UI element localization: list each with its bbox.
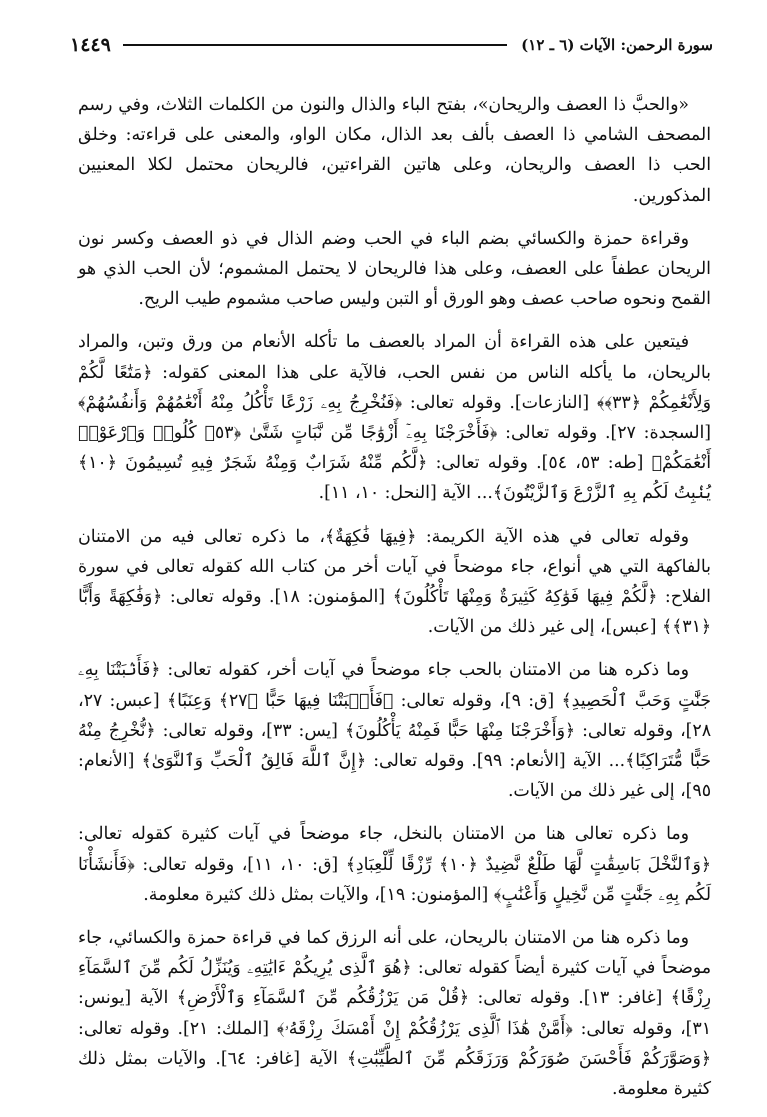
paragraph-4: وقوله تعالى في هذه الآية الكريمة: ﴿فِيهَا فَٰكِهَةٌ﴾، ما ذكره تعالى فيه من الامتنان بالفاكهة التي هي أنواع، جاء موضحاً في آيات أخر من كتاب الله كقوله تعالى في سورة الفلاح: ﴿لَّكُمْ فِيهَا فَوَٰكِهُ كَثِيرَةٌ وَمِنْهَا تَأْكُلُونَ﴾ [المؤمنون: ١٨]. وقوله تعالى: ﴿وَفَٰكِهَةً وَأَبًّا ﴿٣١﴾﴾ [عبس]، إلى غير ذلك من الآيات.	[78, 526, 711, 638]
paragraph-7: وما ذكره هنا من الامتنان بالريحان، على أنه الرزق كما في قراءة حمزة والكسائي، جاء موضحاً في آيات كثيرة أيضاً كقوله تعالى: ﴿هُوَ ٱلَّذِى يُرِيكُمْ ءَايَٰتِهِۦ وَيُنَزِّلُ لَكُم مِّنَ ٱلسَّمَآءِ رِزْقًا﴾ [غافر: ١٣]. وقوله تعالى: ﴿قُلْ مَن يَرْزُقُكُم مِّنَ ٱلسَّمَآءِ وَٱلْأَرْضِ﴾ الآية [يونس: ٣١]، وقوله تعالى: ﴿أَمَّنْ هَٰذَا ٱلَّذِى يَرْزُقُكُمْ إِنْ أَمْسَكَ رِزْقَهُۥ﴾ [الملك: ٢١]. وقوله تعالى: ﴿وَصَوَّرَكُمْ فَأَحْسَنَ صُوَرَكُمْ وَرَزَقَكُم مِّنَ ٱلطَّيِّبَٰتِ﴾ الآية [غافر: ٦٤]. والآيات بمثل ذلك كثيرة معلومة.	[78, 928, 711, 1100]
header-rule	[123, 44, 507, 46]
paragraph-6: وما ذكره تعالى هنا من الامتنان بالنخل، جاء موضحاً في آيات كثيرة كقوله تعالى: ﴿وَٱلنَّخْلَ بَاسِقَٰتٍ لَّهَا طَلْعٌ نَّضِيدٌ ﴿١٠﴾ رِّزْقًا لِّلْعِبَادِ﴾ [ق: ١٠، ١١]، وقوله تعالى: ﴿فَأَنشَأْنَا لَكُم بِهِۦ جَنَّٰتٍ مِّن نَّخِيلٍ وَأَعْنَٰبٍ﴾ [المؤمنون: ١٩]، والآيات بمثل ذلك كثيرة معلومة.	[78, 824, 711, 905]
paragraph-3: فيتعين على هذه القراءة أن المراد بالعصف ما تأكله الأنعام من ورق وتبن، والمراد بالريحان، ما يأكله الناس من نفس الحب، فالآية على هذا المعنى كقوله: ﴿مَتَٰعًا لَّكُمْ وَلِأَنْعَٰمِكُمْ ﴿٣٣﴾﴾ [النازعات]. وقوله تعالى: ﴿فَنُخْرِجُ بِهِۦ زَرْعًا تَأْكُلُ مِنْهُ أَنْعَٰمُهُمْ وَأَنفُسُهُمْ﴾ [السجدة: ٢٧]. وقوله تعالى: ﴿فَأَخْرَجْنَا بِهِۦٓ أَزْوَٰجًا مِّن نَّبَاتٍ شَتَّىٰ ﴿٥٣﴾ كُلُوا۟ وَٱرْعَوْا۟ أَنْعَٰمَكُمْ﴾ [طه: ٥٣، ٥٤]. وقوله تعالى: ﴿لَّكُم مِّنْهُ شَرَابٌ وَمِنْهُ شَجَرٌ فِيهِ تُسِيمُونَ ﴿١٠﴾ يُنۢبِتُ لَكُم بِهِ ٱلزَّرْعَ وَٱلزَّيْتُونَ﴾... الآية [النحل: ١٠، ١١].	[78, 332, 712, 504]
page-number: ١٤٤٩	[70, 34, 111, 56]
running-title: سورة الرحمن: الآيات (٦ ـ ١٢)	[521, 36, 713, 54]
paragraph-5: وما ذكره هنا من الامتنان بالحب جاء موضحاً في آيات أخر، كقوله تعالى: ﴿فَأَنۢبَتْنَا بِهِۦ جَنَّٰتٍ وَحَبَّ ٱلْحَصِيدِ﴾ [ق: ٩]، وقوله تعالى: ﴿فَأَنۢبَتْنَا فِيهَا حَبًّا ﴿٢٧﴾ وَعِنَبًا﴾ [عبس: ٢٧، ٢٨]، وقوله تعالى: ﴿وَأَخْرَجْنَا مِنْهَا حَبًّا فَمِنْهُ يَأْكُلُونَ﴾ [يس: ٣٣]، وقوله تعالى: ﴿نُّخْرِجُ مِنْهُ حَبًّا مُّتَرَاكِبًا﴾... الآية [الأنعام: ٩٩]. وقوله تعالى: ﴿إِنَّ ٱللَّهَ فَالِقُ ٱلْحَبِّ وَٱلنَّوَىٰ﴾ [الأنعام: ٩٥]، إلى غير ذلك من الآيات.	[78, 660, 711, 802]
paragraph-1: «والحبَّ ذا العصف والريحان»، بفتح الباء والذال والنون من الكلمات الثلاث، وفي رسم المصحف الشامي ذا العصف بألف بعد الذال، مكان الواو، والمعنى على قراءته: وخلق الحب ذا العصف والريحان، وعلى هاتين القراءتين، فالريحان محتمل لكلا المعنيين المذكورين.	[78, 95, 711, 206]
page-header	[70, 32, 713, 58]
page-body	[78, 90, 711, 1117]
paragraph-2: وقراءة حمزة والكسائي بضم الباء في الحب وضم الذال في ذو العصف وكسر نون الريحان عطفاً على العصف، وعلى هذا فالريحان لا يحتمل المشموم؛ لأن الحب الذي هو القمح ونحوه صاحب عصف وهو الورق أو التبن وليس صاحب مشموم طيب الريح.	[78, 228, 711, 310]
